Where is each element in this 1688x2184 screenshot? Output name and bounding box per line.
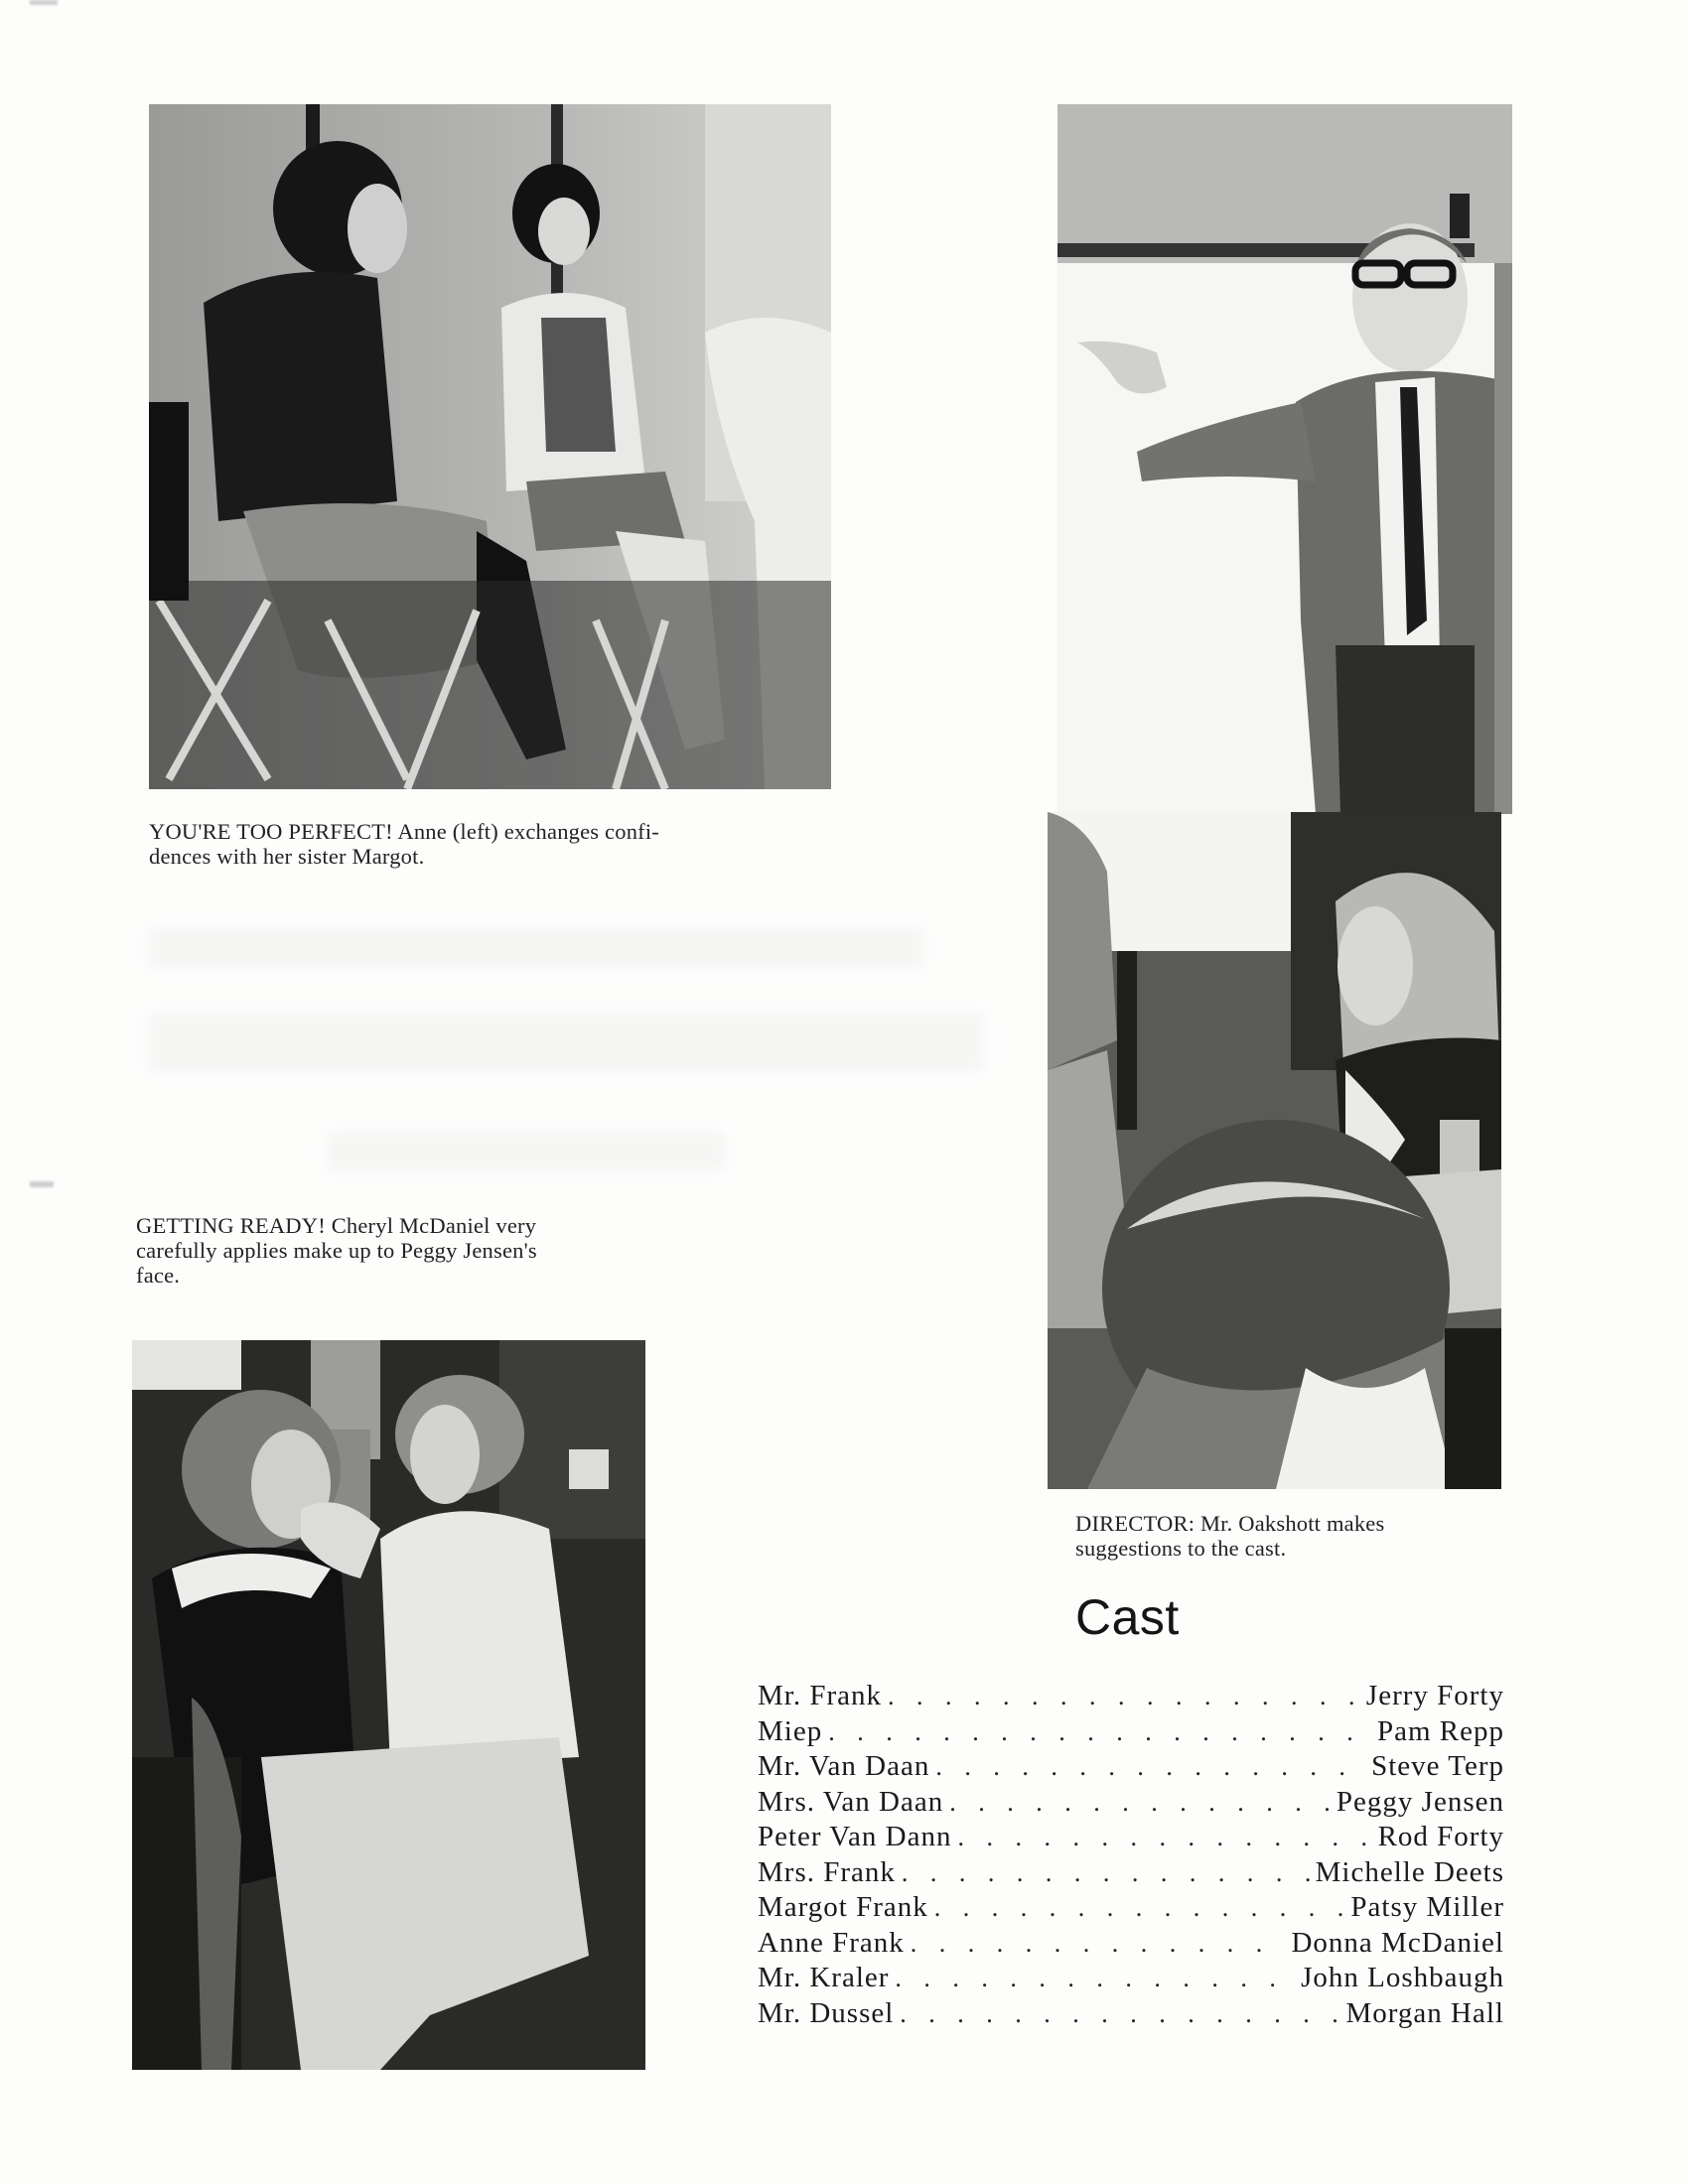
leader-dots — [895, 1964, 1295, 1993]
cast-actor: Donna McDaniel — [1291, 1926, 1504, 1959]
cast-actor: Rod Forty — [1377, 1821, 1504, 1852]
caption-line: dences with her sister Margot. — [149, 844, 425, 869]
photo-director-upper — [1057, 104, 1512, 814]
caption-line: face. — [136, 1263, 181, 1288]
cast-role: Miep — [758, 1714, 823, 1747]
bleed-through-smudge — [328, 1132, 725, 1171]
cast-role: Mr. Dussel — [758, 1996, 895, 2029]
leader-dots — [900, 1999, 1339, 2029]
cast-role: Anne Frank — [758, 1926, 905, 1959]
caption-line: GETTING READY! Cheryl McDaniel very — [136, 1213, 537, 1238]
leader-dots — [949, 1788, 1331, 1818]
caption-line: DIRECTOR: Mr. Oakshott makes — [1075, 1511, 1385, 1536]
cast-row — [758, 1856, 1504, 1892]
cast-role: Mr. Van Daan — [758, 1750, 930, 1782]
photo-sisters — [149, 104, 831, 789]
cast-actor: Jerry Forty — [1365, 1680, 1504, 1711]
leader-dots — [934, 1893, 1345, 1923]
caption-line: suggestions to the cast. — [1075, 1536, 1287, 1561]
caption-sisters — [149, 819, 844, 869]
cast-row — [758, 1997, 1504, 2033]
photo-director-lower — [1048, 812, 1501, 1489]
cast-role: Margot Frank — [758, 1891, 928, 1923]
cast-row — [758, 1962, 1504, 1997]
photo-makeup — [132, 1340, 645, 2070]
cast-role: Peter Van Dann — [758, 1821, 952, 1852]
caption-director — [1075, 1511, 1502, 1561]
bleed-through-smudge — [149, 1013, 983, 1072]
cast-row — [758, 1715, 1504, 1751]
cast-row — [758, 1821, 1504, 1856]
cast-list — [758, 1680, 1504, 2032]
cast-row — [758, 1891, 1504, 1927]
leader-dots — [902, 1858, 1310, 1888]
leader-dots — [888, 1682, 1360, 1711]
scan-mark-top — [30, 0, 58, 5]
cast-row — [758, 1786, 1504, 1822]
cast-role: Mrs. Frank — [758, 1855, 896, 1888]
cast-actor: Pam Repp — [1376, 1714, 1504, 1747]
cast-role: Mr. Kraler — [758, 1962, 890, 1993]
caption-line: YOU'RE TOO PERFECT! Anne (left) exchanges confi- — [149, 819, 659, 844]
leader-dots — [957, 1823, 1371, 1852]
leader-dots — [911, 1929, 1286, 1959]
leader-dots — [935, 1752, 1365, 1782]
cast-role: Mr. Frank — [758, 1680, 882, 1711]
cast-actor: Steve Terp — [1371, 1750, 1504, 1782]
cast-actor: Peggy Jensen — [1336, 1785, 1504, 1818]
scan-mark-left — [30, 1181, 54, 1187]
cast-role: Mrs. Van Daan — [758, 1785, 944, 1818]
leader-dots — [828, 1717, 1371, 1747]
caption-line: carefully applies make up to Peggy Jensen's — [136, 1238, 537, 1263]
cast-actor: John Loshbaugh — [1301, 1962, 1504, 1993]
cast-row — [758, 1927, 1504, 1963]
cast-actor: Patsy Miller — [1350, 1891, 1504, 1923]
cast-row — [758, 1680, 1504, 1715]
cast-heading: Cast — [1075, 1589, 1180, 1645]
cast-actor: Michelle Deets — [1315, 1855, 1504, 1888]
bleed-through-smudge — [149, 928, 923, 968]
cast-actor: Morgan Hall — [1345, 1996, 1504, 2029]
caption-makeup — [136, 1213, 692, 1288]
cast-row — [758, 1750, 1504, 1786]
